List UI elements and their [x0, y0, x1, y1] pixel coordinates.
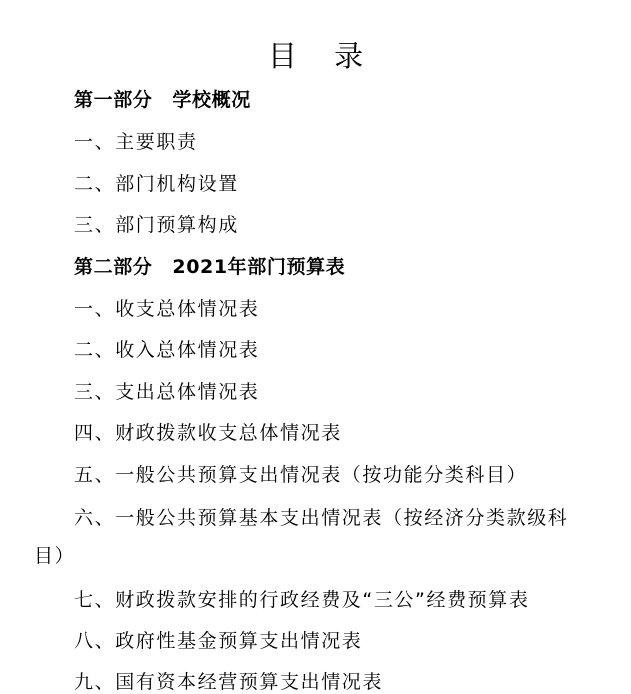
toc-item: 六、一般公共预算基本支出情况表（按经济分类款级科: [74, 507, 569, 529]
toc-item: 九、国有资本经营预算支出情况表: [74, 671, 384, 693]
part-name: 学校概况: [172, 89, 251, 111]
toc-item: 一、收支总体情况表: [74, 298, 260, 320]
toc-item: 七、财政拨款安排的行政经费及“三公”经费预算表: [74, 589, 530, 611]
part-name: 2021年部门预算表: [172, 256, 346, 278]
toc-item: 三、部门预算构成: [74, 214, 239, 236]
toc-item-continuation: 目）: [34, 545, 76, 567]
toc-item: 五、一般公共预算支出情况表（按功能分类科目）: [74, 464, 528, 486]
part-label: 第二部分: [74, 256, 153, 278]
part-label: 第一部分: [74, 89, 153, 111]
part-heading-1: [74, 88, 251, 112]
toc-item: 四、财政拨款收支总体情况表: [74, 422, 342, 444]
toc-item: 二、部门机构设置: [74, 173, 239, 195]
toc-item: 八、政府性基金预算支出情况表: [74, 630, 363, 652]
toc-item: 二、收入总体情况表: [74, 339, 260, 361]
page-title: 目 录: [267, 39, 378, 73]
toc-item: 三、支出总体情况表: [74, 381, 260, 403]
toc-item: 一、主要职责: [74, 131, 198, 153]
part-heading-2: [74, 255, 345, 279]
